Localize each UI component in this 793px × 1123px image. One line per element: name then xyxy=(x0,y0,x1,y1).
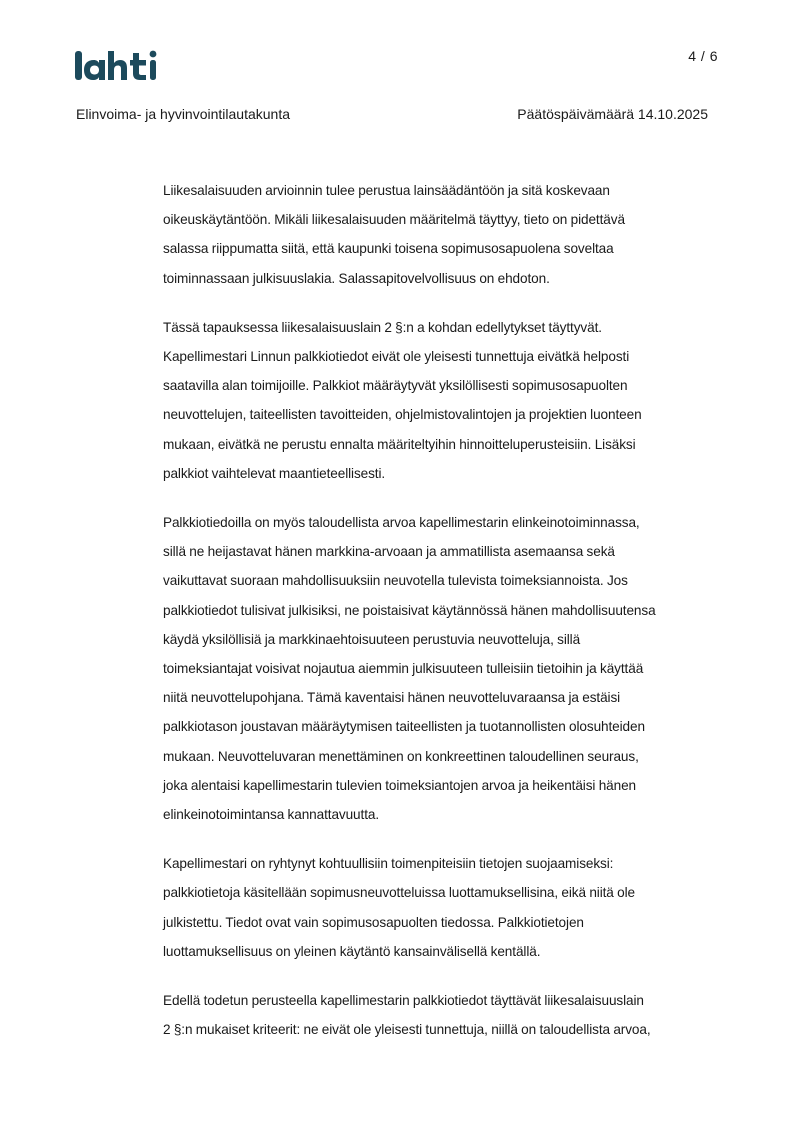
paragraph-line: saatavilla alan toimijoille. Palkkiot määräytyvät yksilöllisesti sopimusosapuolten xyxy=(163,378,628,394)
document-body xyxy=(163,176,723,1064)
decision-date: Päätöspäivämäärä 14.10.2025 xyxy=(517,106,708,122)
paragraph-line: salassa riippumatta siitä, että kaupunki toisena sopimusosapuolena soveltaa xyxy=(163,241,614,257)
document-header xyxy=(76,106,708,126)
committee-name: Elinvoima- ja hyvinvointilautakunta xyxy=(76,106,290,122)
lahti-logo-mark xyxy=(75,50,167,82)
paragraph-line: sillä ne heijastavat hänen markkina-arvoaan ja ammatillista asemaansa sekä xyxy=(163,544,615,560)
body-paragraph xyxy=(163,849,723,966)
paragraph-line: neuvottelujen, taiteellisten tavoitteiden, ohjelmistovalintojen ja projektien luonteen xyxy=(163,407,642,423)
lahti-logo xyxy=(75,50,167,82)
body-paragraph xyxy=(163,986,723,1044)
page-number: 4 / 6 xyxy=(688,48,718,64)
paragraph-line: Palkkiotiedoilla on myös taloudellista arvoa kapellimestarin elinkeinotoiminnassa, xyxy=(163,515,640,531)
paragraph-line: toimeksiantajat voisivat nojautua aiemmin julkisuuteen tulleisiin tietoihin ja käyttää xyxy=(163,661,644,677)
body-paragraph xyxy=(163,508,723,829)
paragraph-line: Liikesalaisuuden arvioinnin tulee perustua lainsäädäntöön ja sitä koskevaan xyxy=(163,183,610,198)
paragraph-line: vaikuttavat suoraan mahdollisuuksiin neuvotella tulevista toimeksiannoista. Jos xyxy=(163,573,628,589)
paragraph-line: mukaan. Neuvotteluvaran menettäminen on konkreettinen taloudellinen seuraus, xyxy=(163,748,639,764)
paragraph-line: toiminnassaan julkisuuslakia. Salassapitovelvollisuus on ehdoton. xyxy=(163,270,550,286)
paragraph-line: Kapellimestari Linnun palkkiotiedot eivät ole yleisesti tunnettuja eivätkä helposti xyxy=(163,349,630,365)
body-paragraph xyxy=(163,313,723,488)
body-paragraph xyxy=(163,176,723,293)
paragraph-line: mukaan, eivätkä ne perustu ennalta määriteltyihin hinnoitteluperusteisiin. Lisäksi xyxy=(163,436,636,452)
paragraph-line: 2 §:n mukaiset kriteerit: ne eivät ole yleisesti tunnettuja, niillä on taloudellista arvoa, xyxy=(163,1022,651,1038)
paragraph-line: palkkiotiedot tulisivat julkisiksi, ne poistaisivat käytännössä hänen mahdollisuutensa xyxy=(163,602,656,618)
paragraph-line: elinkeinotoimintansa kannattavuutta. xyxy=(163,807,380,823)
paragraph-line: Edellä todetun perusteella kapellimestarin palkkiotiedot täyttävät liikesalaisuuslain xyxy=(163,993,644,1009)
paragraph-line: Tässä tapauksessa liikesalaisuuslain 2 §:n a kohdan edellytykset täyttyvät. xyxy=(163,319,602,335)
paragraph-line: luottamuksellisuus on yleinen käytäntö kansainvälisellä kentällä. xyxy=(163,943,541,959)
paragraph-line: käydä yksilöllisiä ja markkinaehtoisuuteen perustuvia neuvotteluja, sillä xyxy=(163,631,581,647)
paragraph-line: palkkiot vaihtelevat maantieteellisesti. xyxy=(163,465,386,481)
paragraph-line: palkkiotason joustavan määräytymisen taiteellisten ja tuotannollisten olosuhteiden xyxy=(163,719,645,735)
paragraph-line: Kapellimestari on ryhtynyt kohtuullisiin toimenpiteisiin tietojen suojaamiseksi: xyxy=(163,856,614,872)
paragraph-line: joka alentaisi kapellimestarin tulevien toimeksiantojen arvoa ja heikentäisi hänen xyxy=(163,777,637,793)
paragraph-line: palkkiotietoja käsitellään sopimusneuvotteluissa luottamuksellisina, eikä niitä ole xyxy=(163,885,635,901)
paragraph-line: niitä neuvottelupohjana. Tämä kaventaisi hänen neuvotteluvaraansa ja estäisi xyxy=(163,690,621,706)
paragraph-line: oikeuskäytäntöön. Mikäli liikesalaisuuden määritelmä täyttyy, tieto on pidettävä xyxy=(163,212,625,228)
paragraph-line: julkistettu. Tiedot ovat vain sopimusosapuolten tiedossa. Palkkiotietojen xyxy=(163,914,584,930)
